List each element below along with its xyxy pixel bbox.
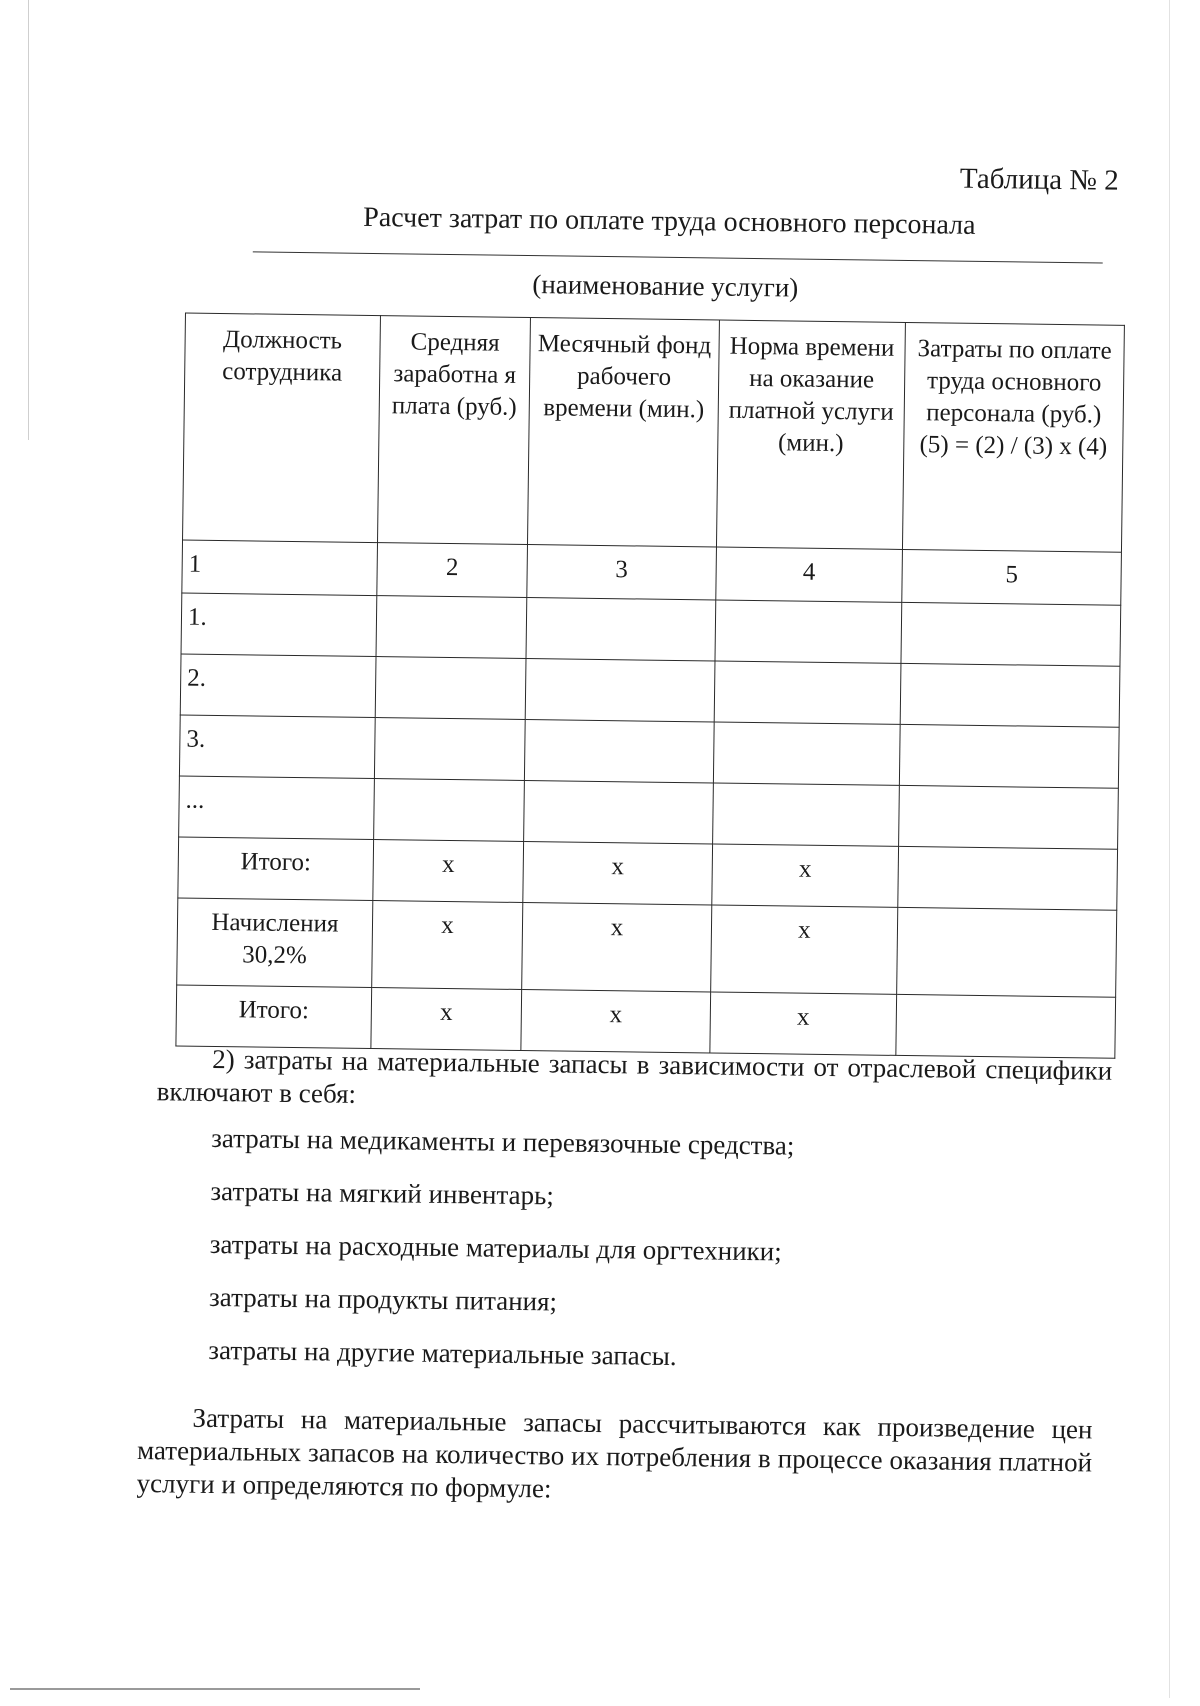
header-labor-cost: Затраты по оплате труда основного персонала (руб.) (5) = (2) / (3) x (4) [903, 322, 1125, 552]
list-item: затраты на расходные материалы для оргтехники; [209, 1228, 782, 1267]
table-cell: x [712, 844, 899, 907]
table-cell [713, 722, 900, 785]
table-cell [525, 659, 714, 722]
table-cell: x [372, 901, 523, 990]
table-cell [898, 846, 1118, 910]
table-cell [376, 596, 527, 659]
grand-total-label: Итого: [176, 985, 372, 1049]
table-cell: x [373, 840, 524, 903]
table-cell: 1. [181, 593, 377, 657]
header-monthly-work-time: Месячный фонд рабочего времени (мин.) [528, 318, 720, 547]
service-name-caption: (наименование услуги) [532, 269, 799, 303]
material-costs-paragraph: 2) затраты на материальные запасы в зависимости от отраслевой специфики включают в себя: [156, 1043, 1113, 1109]
list-item: затраты на медикаменты и перевязочные средства; [211, 1122, 795, 1161]
table-cell: x [522, 902, 712, 991]
total-label: Итого: [178, 837, 374, 901]
table-title: Расчет затрат по оплате труда основного персонала [363, 201, 976, 241]
table-cell [525, 720, 714, 783]
column-number: 2 [377, 543, 528, 598]
table-cell: x [710, 992, 897, 1055]
list-item: затраты на продукты питания; [208, 1281, 558, 1317]
header-time-norm: Норма времени на оказание платной услуги (мин.) [716, 320, 905, 549]
table-cell [375, 657, 526, 720]
table-cell [900, 663, 1120, 727]
table-cell [524, 781, 713, 844]
table-cell [714, 661, 901, 724]
column-number: 4 [716, 547, 903, 602]
header-position: Должность сотрудника [183, 313, 381, 543]
list-item: затраты на мягкий инвентарь; [210, 1175, 555, 1211]
table-cell [526, 598, 715, 661]
table-cell: 3. [179, 715, 375, 779]
column-number: 5 [902, 549, 1122, 605]
header-average-salary: Средняя заработна я плата (руб.) [377, 316, 530, 545]
labor-cost-table [175, 313, 1125, 1059]
accrual-row [177, 898, 1117, 997]
table-cell [374, 779, 525, 842]
formula-intro-paragraph: Затраты на материальные запасы рассчитываются как произведение цен материальных запасов на количество их потребления в процессе оказания платной услуги и определяются по формуле: [136, 1402, 1093, 1504]
service-name-blank-line [253, 251, 1103, 263]
table-cell [374, 718, 525, 781]
table-cell [715, 600, 902, 663]
table-header-row [183, 313, 1125, 552]
table-number-label: Таблица № 2 [959, 162, 1120, 197]
table-cell: x [521, 989, 710, 1052]
column-number: 3 [527, 545, 716, 600]
accrual-label: Начисления 30,2% [177, 898, 373, 988]
list-item: затраты на другие материальные запасы. [208, 1334, 677, 1372]
table-cell [899, 724, 1119, 788]
table-cell [899, 785, 1119, 849]
column-number: 1 [182, 540, 378, 596]
table-cell: x [371, 988, 522, 1051]
table-cell [901, 602, 1121, 666]
table-cell: x [523, 842, 712, 905]
table-cell [712, 783, 899, 846]
table-cell [897, 907, 1117, 997]
table-cell [896, 994, 1116, 1058]
table-cell: ... [179, 776, 375, 840]
table-cell: x [710, 905, 897, 994]
table-cell: 2. [180, 654, 376, 718]
